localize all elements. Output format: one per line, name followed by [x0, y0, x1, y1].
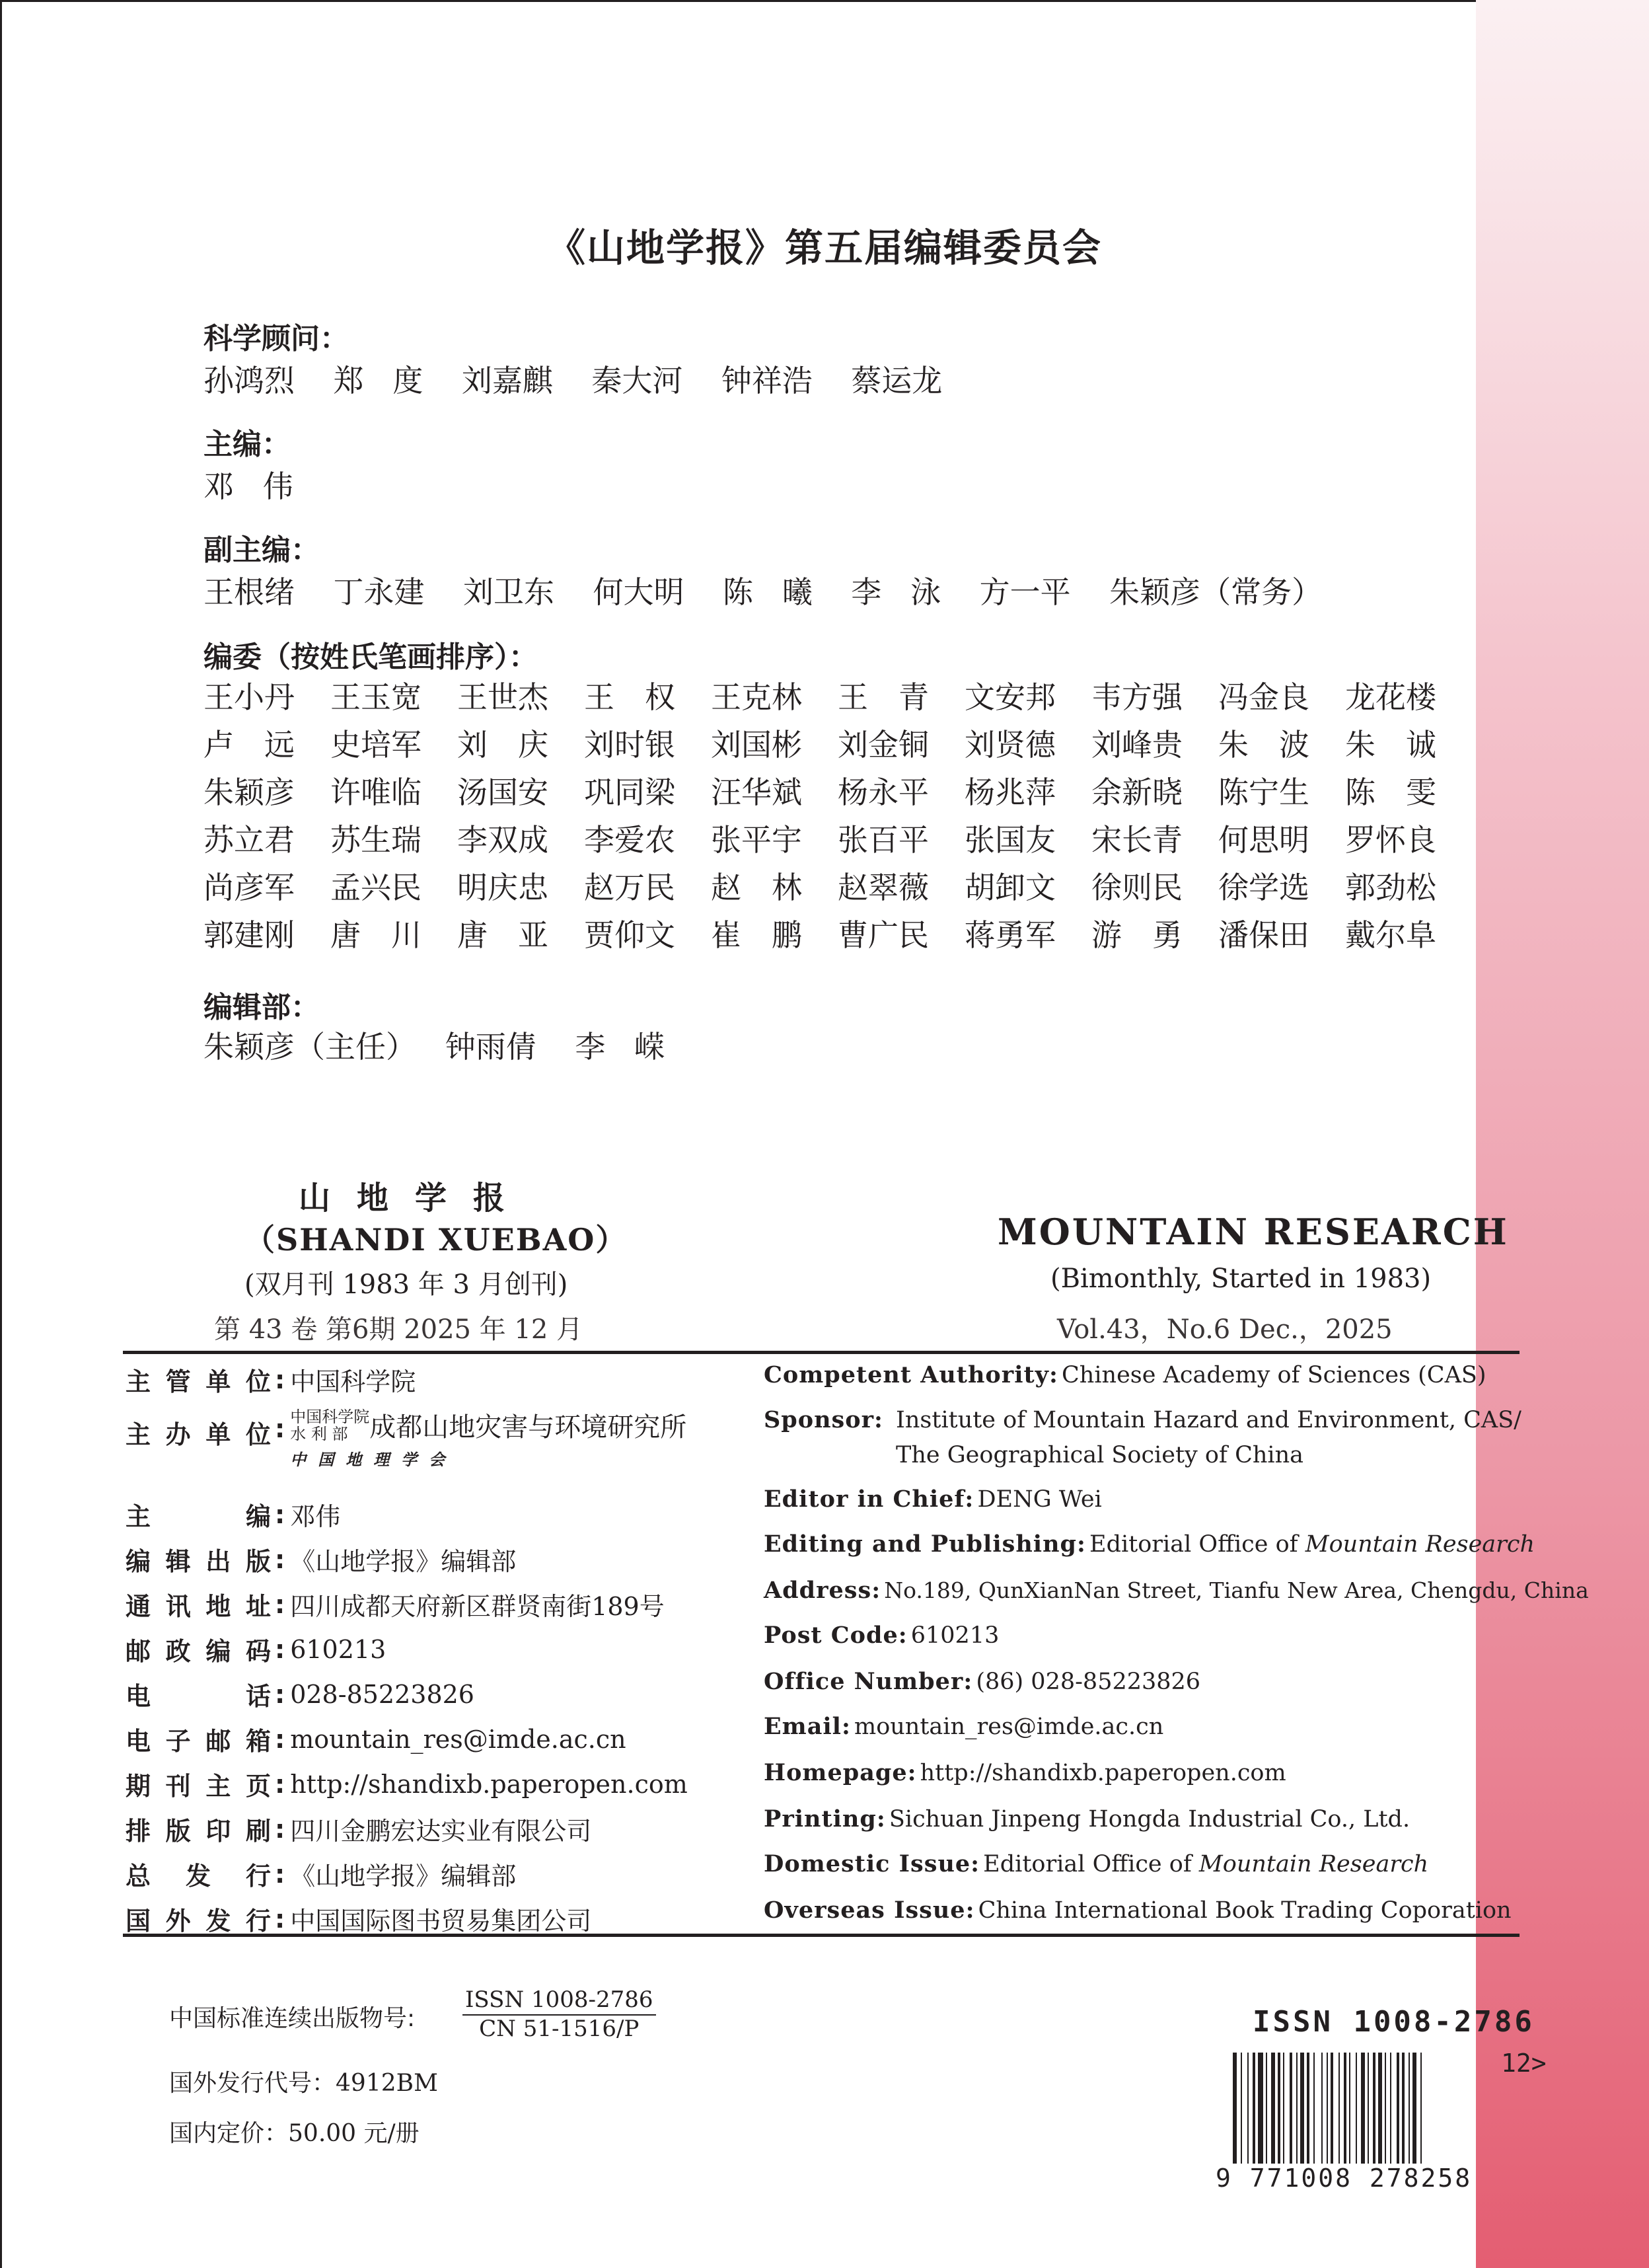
editor-name: 陈 雯: [1345, 775, 1436, 810]
info-en-home-label: Homepage:: [764, 1759, 917, 1786]
info-en-home-value: http://shandixb.paperopen.com: [920, 1760, 1286, 1786]
editor-name: 刘金铜: [838, 727, 929, 763]
info-en-office: [764, 1668, 1200, 1695]
barcode-bar: [1349, 2053, 1350, 2178]
editor-name: 赵万民: [584, 870, 675, 905]
info-cn-home-label: 期刊主页: [126, 1772, 271, 1801]
info-en-home: [764, 1759, 1286, 1786]
journal-title-pinyin: （SHANDI XUEBAO）: [244, 1222, 628, 1258]
editor-name: 张国友: [965, 822, 1056, 858]
barcode-bar: [1247, 2053, 1249, 2178]
info-cn-authority-label: 主管单位: [126, 1367, 271, 1396]
barcode-bar: [1356, 2053, 1357, 2178]
barcode-bar: [1361, 2053, 1365, 2178]
info-cn-post-label: 邮政编码: [126, 1637, 271, 1666]
info-en-edit-label: Editing and Publishing:: [764, 1531, 1086, 1558]
barcode-bar: [1412, 2053, 1416, 2178]
info-en-print: [764, 1805, 1410, 1833]
editors-row: [203, 767, 1459, 814]
barcode-icon: [1233, 2053, 1510, 2178]
editor-name: 刘国彬: [711, 727, 802, 763]
info-en-email-label: Email:: [764, 1713, 851, 1740]
info-en-chief-value: DENG Wei: [977, 1486, 1102, 1513]
info-cn-dist-value: 《山地学报》编辑部: [290, 1862, 517, 1891]
barcode-bar: [1385, 2053, 1386, 2178]
editor-name: 赵翠薇: [838, 870, 929, 905]
editor-name: 尚彦军: [203, 870, 295, 905]
barcode-bar: [1378, 2053, 1382, 2178]
info-en-sponsor-value-1: Institute of Mountain Hazard and Environment, CAS/: [896, 1407, 1521, 1433]
editor-name: 王玉宽: [330, 679, 421, 715]
overseas-code-value: 4912BM: [336, 2070, 438, 2097]
info-en-post-label: Post Code:: [764, 1622, 908, 1649]
editor-name: 苏立君: [203, 822, 295, 858]
info-en-print-label: Printing:: [764, 1805, 886, 1833]
info-en-post: [764, 1622, 999, 1649]
editor-name: 朱 波: [1218, 727, 1309, 763]
info-cn-edit-value: 《山地学报》编辑部: [290, 1547, 517, 1576]
editors-row: [203, 814, 1459, 862]
editor-name: 何思明: [1218, 822, 1309, 858]
editor-name: 朱 诚: [1345, 727, 1436, 763]
info-en-authority: [764, 1361, 1486, 1388]
chief-editor-label: 主编：: [203, 428, 291, 461]
info-cn-home: 期刊主页 : http://shandixb.paperopen.com: [126, 1766, 688, 1802]
info-en-overseas-label: Overseas Issue:: [764, 1897, 975, 1924]
info-en-edit-prefix: Editorial Office of: [1089, 1531, 1305, 1558]
editor-name: 苏生瑞: [330, 822, 421, 858]
journal-volume-en: Vol.43，No.6 Dec.，2025: [1057, 1314, 1393, 1345]
editor-name: 朱颖彦: [203, 775, 295, 810]
editor-name: 文安邦: [965, 679, 1056, 715]
deputy-editors-names: 王根绪 丁永建 刘卫东 何大明 陈 曦 李 泳 方一平 朱颖彦（常务）: [203, 574, 1323, 610]
info-en-chief-label: Editor in Chief:: [764, 1486, 974, 1513]
issn-label: 中国标准连续出版物号:: [169, 2005, 416, 2032]
info-cn-email: 电子邮箱 : mountain_res@imde.ac.cn: [126, 1721, 626, 1757]
editor-name: 刘时银: [584, 727, 675, 763]
info-cn-sponsor-label: 主办单位: [126, 1420, 271, 1449]
editors-grid: [203, 671, 1459, 957]
editor-name: 郭建刚: [203, 917, 295, 953]
info-en-sponsor: [764, 1406, 1521, 1433]
editor-name: 卢 远: [203, 727, 295, 763]
editor-name: 赵 林: [711, 870, 802, 905]
info-cn-edit-label: 编辑出版: [126, 1547, 271, 1576]
barcode-bar: [1253, 2053, 1255, 2178]
info-cn-print-label: 排版印刷: [126, 1817, 271, 1846]
barcode-bar: [1296, 2053, 1298, 2178]
info-en-authority-label: Competent Authority:: [764, 1361, 1058, 1388]
info-en-sponsor-label: Sponsor:: [764, 1406, 883, 1433]
overseas-code: [169, 2064, 438, 2098]
editor-name: 游 勇: [1091, 917, 1183, 953]
cn-number: CN 51-1516/P: [479, 2016, 640, 2042]
journal-frequency-cn: (双月刊 1983 年 3 月创刊): [244, 1269, 568, 1300]
info-cn-authority: 主管单位 : 中国科学院: [126, 1361, 416, 1398]
editor-name: 曹广民: [838, 917, 929, 953]
barcode-block: [1213, 2005, 1547, 2197]
barcode-bar: [1300, 2053, 1304, 2178]
editor-name: 王克林: [711, 679, 802, 715]
journal-title-en: MOUNTAIN RESEARCH: [998, 1211, 1509, 1253]
editor-name: 明庆忠: [457, 870, 548, 905]
info-cn-email-value: mountain_res@imde.ac.cn: [290, 1724, 626, 1754]
info-en-domestic: [764, 1850, 1428, 1877]
info-en-sponsor-value-2: The Geographical Society of China: [896, 1442, 1303, 1468]
editor-name: 徐则民: [1091, 870, 1183, 905]
info-cn-phone: 电话 : 028-85223826: [126, 1676, 474, 1712]
editor-name: 李爱农: [584, 822, 675, 858]
editor-name: 郭劲松: [1345, 870, 1436, 905]
info-en-domestic-journal: Mountain Research: [1198, 1851, 1429, 1877]
bottom-rule: [123, 1934, 1520, 1937]
barcode-bar: [1331, 2053, 1333, 2178]
barcode-bar: [1290, 2053, 1292, 2178]
info-cn-chief: 主编 : 邓伟: [126, 1496, 340, 1532]
barcode-addon: 12>: [1501, 2049, 1547, 2078]
info-cn-dist-label: 总发行: [126, 1862, 271, 1891]
info-cn-print: 排版印刷 : 四川金鹏宏达实业有限公司: [126, 1811, 591, 1847]
editor-name: 唐 亚: [457, 917, 548, 953]
info-cn-home-value: http://shandixb.paperopen.com: [290, 1769, 688, 1799]
editors-row: [203, 909, 1459, 957]
editor-name: 刘 庆: [457, 727, 548, 763]
barcode-bar: [1344, 2053, 1346, 2178]
editorial-office-label: 编辑部：: [203, 991, 320, 1024]
journal-frequency-en: (Bimonthly, Started in 1983): [1050, 1264, 1432, 1294]
editor-name: 陈宁生: [1218, 775, 1309, 810]
barcode-bar: [1271, 2053, 1275, 2178]
barcode-bar: [1313, 2053, 1315, 2178]
journal-volume-cn: 第 43 卷 第6期 2025 年 12 月: [214, 1314, 583, 1345]
barcode-bar: [1233, 2053, 1237, 2178]
info-cn-overseas: 国外发行 : 中国国际图书贸易集团公司: [126, 1901, 591, 1937]
info-en-print-value: Sichuan Jinpeng Hongda Industrial Co., Ltd.: [889, 1806, 1411, 1833]
price-value: 50.00 元/册: [288, 2120, 420, 2147]
info-cn-edit: 编辑出版 : 《山地学报》编辑部: [126, 1541, 516, 1577]
info-cn-email-label: 电子邮箱: [126, 1727, 271, 1756]
sponsor-cas-small: 中国科学院: [290, 1407, 370, 1426]
sponsor-gsc-small: 中国地理学会: [290, 1450, 457, 1469]
info-en-post-value: 610213: [910, 1622, 1000, 1649]
barcode-issn-text: ISSN 1008-2786: [1253, 2005, 1535, 2039]
barcode-bar: [1241, 2053, 1242, 2178]
advisors-names: 孙鸿烈 郑 度 刘嘉麒 秦大河 钟祥浩 蔡运龙: [203, 363, 943, 398]
chief-editor-name: 邓 伟: [203, 469, 293, 504]
editor-name: 潘保田: [1218, 917, 1309, 953]
info-en-office-value: (86) 028-85223826: [976, 1669, 1201, 1695]
editor-name: 杨兆萍: [965, 775, 1056, 810]
info-cn-dist: 总发行 : 《山地学报》编辑部: [126, 1856, 516, 1892]
barcode-bar: [1278, 2053, 1280, 2178]
editor-name: 张平宇: [711, 822, 802, 858]
barcode-bar: [1327, 2053, 1328, 2178]
barcode-bar: [1338, 2053, 1340, 2178]
barcode-bar: [1397, 2053, 1399, 2178]
editorial-office-names: 朱颖彦（主任） 钟雨倩 李 嵘: [203, 1029, 665, 1065]
editor-name: 韦方强: [1091, 679, 1183, 715]
info-cn-address: 通讯地址 : 四川成都天府新区群贤南街189号: [126, 1586, 665, 1622]
info-en-email-value: mountain_res@imde.ac.cn: [854, 1714, 1164, 1740]
info-en-email: [764, 1713, 1163, 1740]
info-cn-print-value: 四川金鹏宏达实业有限公司: [290, 1817, 592, 1846]
board-title: 《山地学报》第五届编辑委员会: [546, 225, 1102, 270]
info-cn-address-value: 四川成都天府新区群贤南街189号: [290, 1592, 665, 1621]
editor-name: 史培军: [330, 727, 421, 763]
barcode-bar: [1402, 2053, 1405, 2178]
info-en-domestic-prefix: Editorial Office of: [983, 1851, 1199, 1877]
info-cn-chief-value: 邓伟: [290, 1502, 341, 1531]
info-cn-overseas-value: 中国国际图书贸易集团公司: [290, 1907, 592, 1936]
editors-row: [203, 862, 1459, 909]
editor-name: 龙花楼: [1345, 679, 1436, 715]
overseas-code-label: 国外发行代号：: [169, 2070, 336, 2097]
sponsor-mwr-small: 水 利 部: [290, 1424, 348, 1443]
editor-name: 徐学选: [1218, 870, 1309, 905]
info-cn-post-value: 610213: [290, 1634, 386, 1664]
info-en-address: [764, 1577, 1589, 1604]
barcode-bar: [1390, 2053, 1391, 2178]
editor-name: 崔 鹏: [711, 917, 802, 953]
editor-name: 胡卸文: [965, 870, 1056, 905]
editor-name: 冯金良: [1218, 679, 1309, 715]
editor-name: 许唯临: [330, 775, 421, 810]
info-en-chief: [764, 1486, 1102, 1513]
editor-name: 余新晓: [1091, 775, 1183, 810]
price: [169, 2115, 420, 2148]
barcode-bar: [1420, 2053, 1422, 2178]
editor-name: 唐 川: [330, 917, 421, 953]
editor-name: 王 权: [584, 679, 675, 715]
info-en-authority-value: Chinese Academy of Sciences (CAS): [1062, 1362, 1486, 1388]
issn-fraction: [462, 1986, 656, 2042]
info-cn-address-label: 通讯地址: [126, 1592, 271, 1621]
editor-name: 宋长青: [1091, 822, 1183, 858]
barcode-bar: [1283, 2053, 1284, 2178]
info-cn-post: 邮政编码 : 610213: [126, 1631, 386, 1667]
journal-title-cn: 山地学报: [299, 1180, 532, 1217]
editor-name: 王 青: [838, 679, 929, 715]
top-rule: [123, 1351, 1520, 1354]
editor-name: 张百平: [838, 822, 929, 858]
pink-side-band: [1476, 0, 1649, 2268]
info-en-domestic-label: Domestic Issue:: [764, 1850, 980, 1877]
info-en-address-label: Address:: [764, 1577, 881, 1604]
issn-number: ISSN 1008-2786: [462, 1986, 656, 2016]
editor-name: 戴尔阜: [1345, 917, 1436, 953]
editors-row: [203, 719, 1459, 767]
info-cn-authority-value: 中国科学院: [290, 1367, 416, 1396]
info-cn-phone-value: 028-85223826: [290, 1679, 474, 1709]
info-en-edit: [764, 1531, 1535, 1558]
editor-name: 汤国安: [457, 775, 548, 810]
editor-name: 孟兴民: [330, 870, 421, 905]
barcode-bar: [1368, 2053, 1369, 2178]
editor-name: 王小丹: [203, 679, 295, 715]
info-en-address-value: No.189, QunXianNan Street, Tianfu New Area, Chengdu, China: [884, 1577, 1589, 1603]
price-label: 国内定价：: [169, 2120, 289, 2147]
barcode-bar: [1409, 2053, 1410, 2178]
info-cn-sponsor: 主办单位 : 中国科学院 水 利 部 成都山地灾害与环境研究所 中国地理学会: [126, 1407, 687, 1469]
editor-name: 王世杰: [457, 679, 548, 715]
info-cn-phone-label: 电话: [126, 1682, 271, 1711]
editor-name: 巩同梁: [584, 775, 675, 810]
advisors-label: 科学顾问：: [203, 322, 349, 356]
barcode-bar: [1266, 2053, 1267, 2178]
editors-label: 编委（按姓氏笔画排序）：: [203, 640, 538, 674]
info-en-office-label: Office Number:: [764, 1668, 973, 1695]
editors-row: [203, 671, 1459, 719]
barcode-digits: 9 771008 278258: [1213, 2164, 1475, 2193]
editor-name: 贾仰文: [584, 917, 675, 953]
sponsor-institute: 成都山地灾害与环境研究所: [369, 1412, 687, 1443]
editor-name: 汪华斌: [711, 775, 802, 810]
deputy-editors-label: 副主编：: [203, 533, 320, 567]
editor-name: 杨永平: [838, 775, 929, 810]
info-en-edit-journal: Mountain Research: [1305, 1531, 1535, 1558]
editor-name: 蒋勇军: [965, 917, 1056, 953]
barcode-bar: [1321, 2053, 1323, 2178]
info-cn-chief-label: 主编: [126, 1502, 271, 1531]
editor-name: 刘峰贵: [1091, 727, 1183, 763]
editor-name: 刘贤德: [965, 727, 1056, 763]
info-en-overseas-value: China International Book Trading Coporation: [978, 1897, 1512, 1924]
info-en-overseas: [764, 1897, 1512, 1924]
editor-name: 李双成: [457, 822, 548, 858]
editor-name: 罗怀良: [1345, 822, 1436, 858]
info-cn-overseas-label: 国外发行: [126, 1907, 271, 1936]
info-en-sponsor-line2: [896, 1442, 1303, 1468]
barcode-bar: [1258, 2053, 1263, 2178]
barcode-bar: [1373, 2053, 1375, 2178]
barcode-bar: [1307, 2053, 1309, 2178]
